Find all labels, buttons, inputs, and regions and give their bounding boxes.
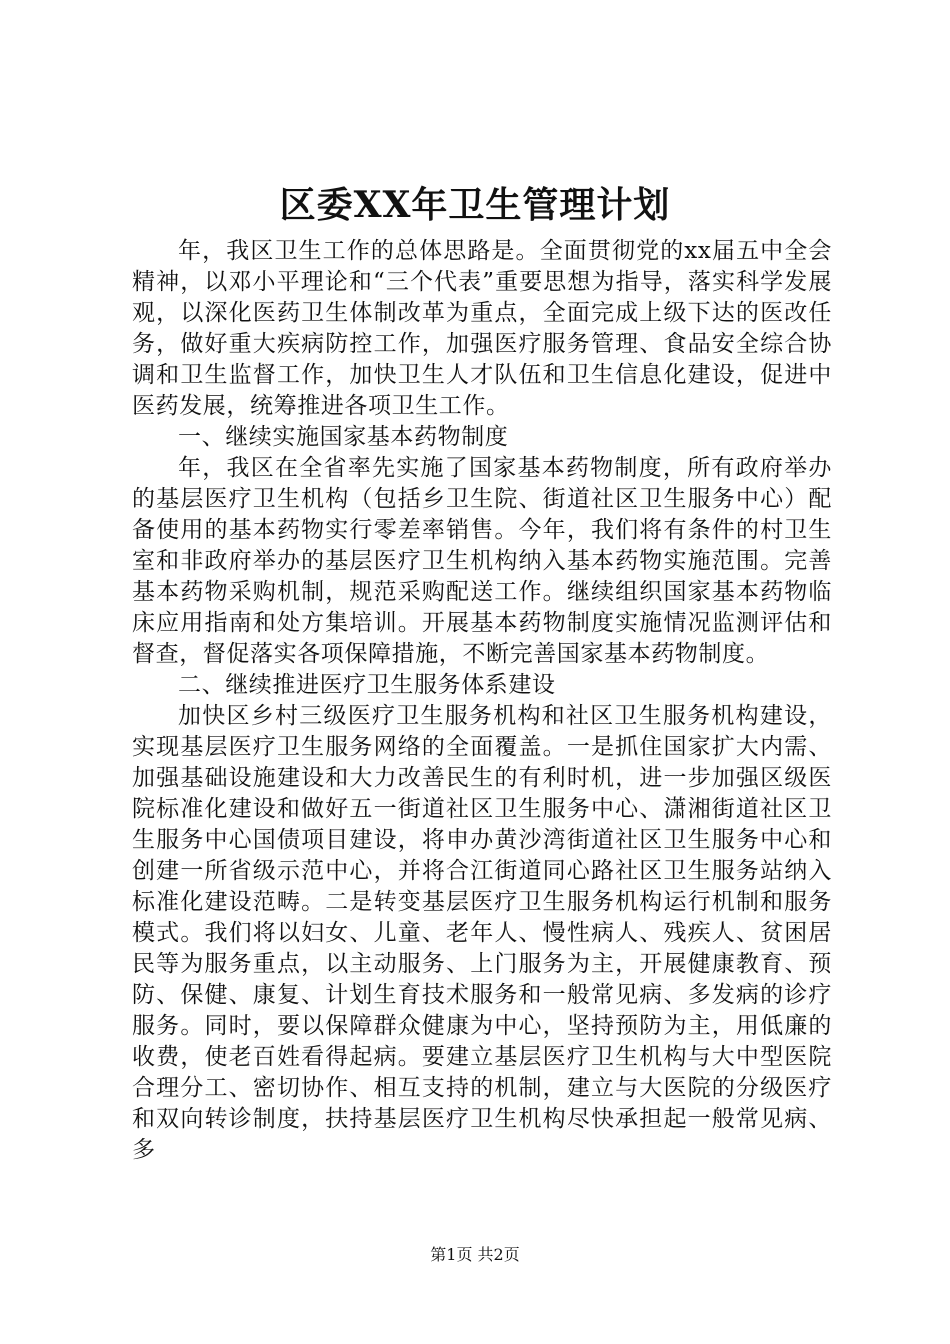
page-footer: 第1页 共2页 xyxy=(430,1245,520,1264)
section-heading-2: 二、继续推进医疗卫生服务体系建设 xyxy=(178,672,556,698)
paragraph-section-1: 年，我区在全省率先实施了国家基本药物制度，所有政府举办的基层医疗卫生机构（包括乡卫生院、街道社区卫生服务中心）配备使用的基本药物实行零差率销售。今年，我们将有条件的村卫生室和非政府举办的基层医疗卫生机构纳入基本药物实施范围。完善基本药物采购机制，规范采购配送工作。继续组织国家基本药物临床应用指南和处方集培训。开展基本药物制度实施情况监测评估和督查，督促落实各项保障措施，不断完善国家基本药物制度。 xyxy=(132,455,832,667)
paragraph-section-2: 加快区乡村三级医疗卫生服务机构和社区卫生服务机构建设，实现基层医疗卫生服务网络的全面覆盖。一是抓住国家扩大内需、加强基础设施建设和大力改善民生的有利时机，进一步加强区级医院标准化建设和做好五一街道社区卫生服务中心、潇湘街道社区卫生服务中心国债项目建设，将申办黄沙湾街道社区卫生服务中心和创建一所省级示范中心，并将合江街道同心路社区卫生服务站纳入标准化建设范畴。二是转变基层医疗卫生服务机构运行机制和服务模式。我们将以妇女、儿童、老年人、慢性病人、残疾人、贫困居民等为服务重点，以主动服务、上门服务为主，开展健康教育、预防、保健、康复、计划生育技术服务和一般常见病、多发病的诊疗服务。同时，要以保障群众健康为中心，坚持预防为主，用低廉的收费，使老百姓看得起病。要建立基层医疗卫生机构与大中型医院合理分工、密切协作、相互支持的机制，建立与大医院的分级医疗和双向转诊制度，扶持基层医疗卫生机构尽快承担起一般常见病、多 xyxy=(132,703,832,1163)
paragraph-intro: 年，我区卫生工作的总体思路是。全面贯彻党的xx届五中全会精神，以邓小平理论和“三个代表”重要思想为指导，落实科学发展观，以深化医药卫生体制改革为重点，全面完成上级下达的医改任务，做好重大疾病防控工作，加强医疗服务管理、食品安全综合协调和卫生监督工作，加快卫生人才队伍和卫生信息化建设，促进中医药发展，统筹推进各项卫生工作。 xyxy=(132,238,832,419)
document-title: 区委XX年卫生管理计划 xyxy=(279,184,671,226)
document-body xyxy=(132,236,832,1166)
section-heading-1: 一、继续实施国家基本药物制度 xyxy=(178,424,509,450)
